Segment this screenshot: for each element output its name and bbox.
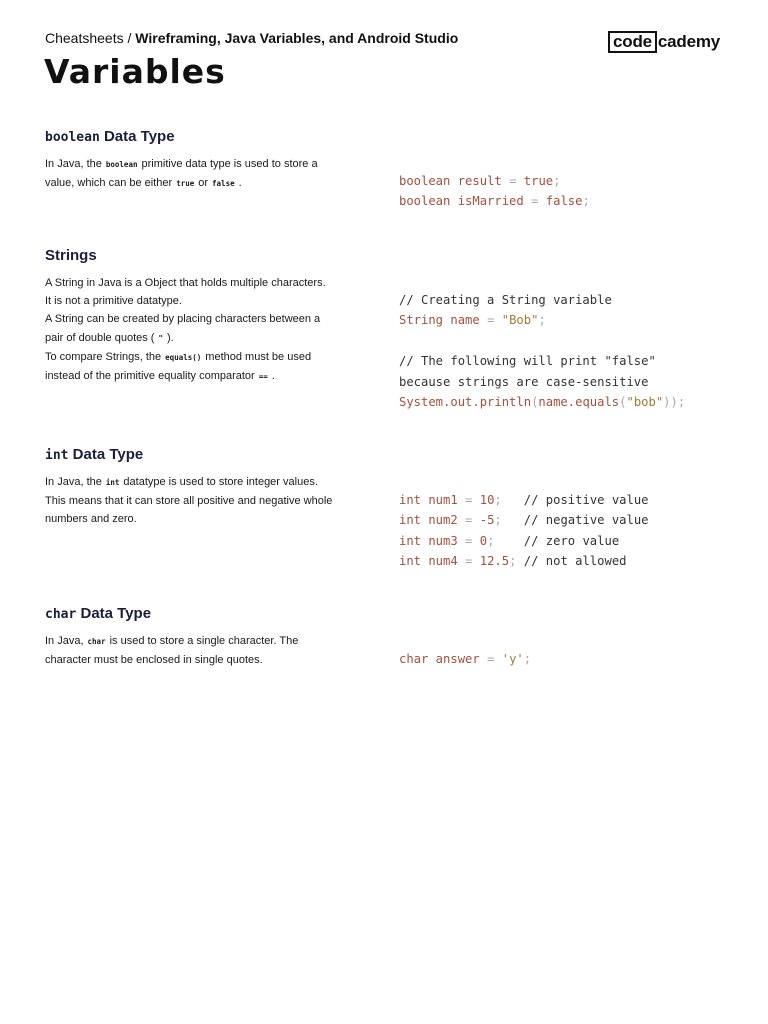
section-title-code: boolean	[45, 130, 100, 145]
page-title: Variables	[44, 52, 226, 91]
inline-code: boolean	[105, 160, 138, 169]
desc-text: primitive data type is used to store a value, which can be either	[45, 158, 318, 190]
desc-line: A String in Java is a Object that holds multiple characters.	[45, 277, 326, 289]
desc-text: or	[198, 177, 209, 190]
section-title	[45, 604, 151, 625]
breadcrumb-course: Wireframing, Java Variables, and Android Studio	[135, 30, 459, 46]
code-block: int num1 = 10; // positive value int num2 = -5; // negative value int num3 = 0; // zero value int num4 = 12.5; // not allowed	[399, 493, 649, 569]
desc-line: To compare Strings, the equals() method must be used instead of the primitive equality comparator == .	[45, 350, 312, 383]
section-description	[45, 155, 335, 193]
desc-line: A String can be created by placing characters between a pair of double quotes ( " ).	[45, 313, 321, 344]
desc-text: is used to store a single character. The character must be enclosed in single quotes.	[45, 635, 299, 667]
code-block: boolean result = true; boolean isMarried = false;	[399, 174, 590, 209]
section-description	[45, 632, 335, 669]
desc-text: In Java,	[45, 635, 84, 647]
section-title: Strings	[45, 247, 97, 264]
section-title-rest: Data Type	[72, 446, 144, 463]
section-title	[45, 127, 175, 148]
desc-text: .	[238, 177, 242, 190]
section-title	[45, 445, 143, 466]
section-description	[45, 473, 335, 529]
logo-rest-text: cademy	[657, 32, 721, 51]
section-title-rest: Data Type	[80, 605, 152, 622]
section-title-rest: Data Type	[103, 128, 175, 145]
codecademy-logo[interactable]	[608, 31, 720, 53]
code-block: char answer = 'y';	[399, 652, 532, 666]
inline-code: true	[176, 179, 195, 189]
inline-code: false	[212, 179, 235, 189]
desc-text: In Java, the	[45, 158, 102, 170]
logo-boxed-text: code	[608, 31, 657, 53]
desc-line: It is not a primitive datatype.	[45, 295, 182, 308]
inline-code: ==	[258, 372, 268, 382]
section-title-code: int	[45, 448, 69, 463]
code-block: // Creating a String variable String name = "Bob"; // The following will print "false" because strings are case-sensitive System.out.println(name.equals("bob"));	[399, 293, 686, 410]
section-title-code: char	[45, 607, 77, 622]
breadcrumb	[45, 29, 458, 47]
inline-code: "	[158, 333, 163, 343]
inline-code: char	[87, 637, 106, 646]
desc-text: datatype is used to store integer values. This means that it can store all positive and negative whole numbers and zero.	[45, 476, 333, 526]
section-description	[45, 274, 335, 386]
breadcrumb-link-cheatsheets[interactable]: Cheatsheets /	[45, 30, 132, 46]
desc-text: In Java, the	[45, 476, 102, 488]
inline-code: equals()	[165, 352, 202, 362]
inline-code: int	[105, 478, 120, 487]
